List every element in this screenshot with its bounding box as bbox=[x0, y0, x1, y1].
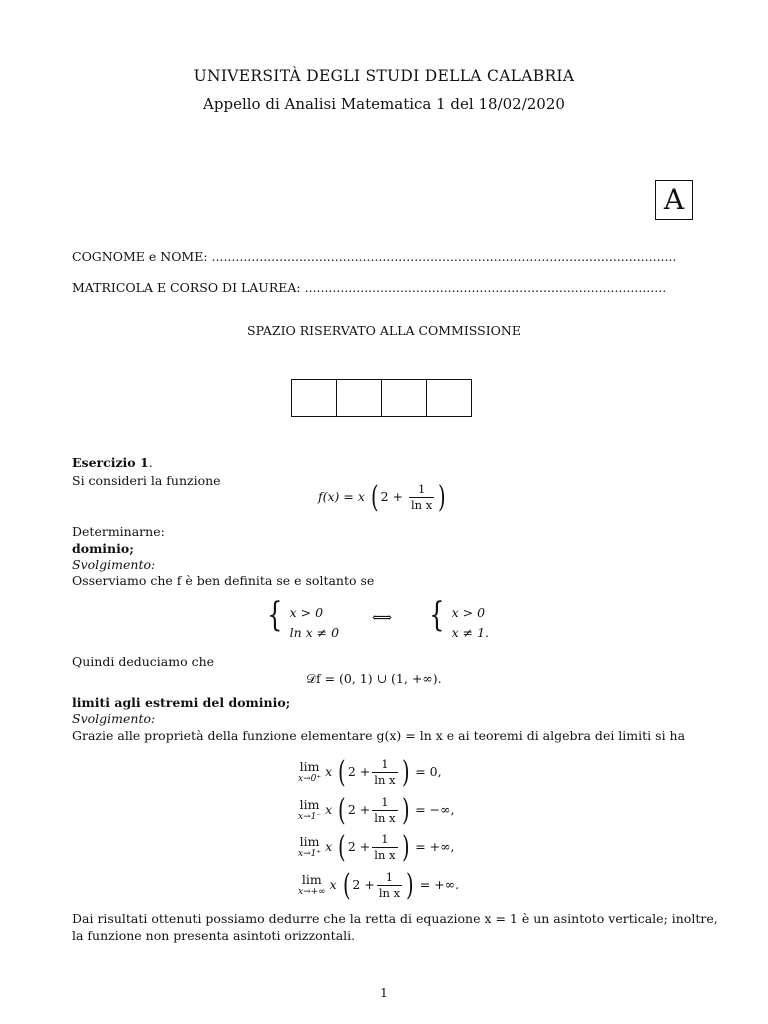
left-brace: { bbox=[267, 595, 283, 635]
paren-left: ( bbox=[342, 867, 351, 903]
fraction-denominator: ln x bbox=[411, 498, 433, 512]
limit-result: = 0, bbox=[415, 764, 442, 779]
function-fraction bbox=[409, 482, 434, 513]
score-box bbox=[382, 380, 427, 416]
limit-fraction bbox=[377, 870, 402, 901]
sys-left-1: x > 0 bbox=[289, 604, 324, 620]
limit-const: 2 + bbox=[347, 839, 371, 854]
limit-fraction bbox=[372, 832, 397, 863]
part1-text: Osserviamo che f è ben definita se e soltanto se bbox=[72, 573, 375, 588]
paren-right: ) bbox=[406, 867, 414, 903]
limit-subscript: x→0⁺ bbox=[298, 773, 322, 784]
function-const: 2 + bbox=[380, 489, 404, 504]
exercise-intro: Si consideri la funzione bbox=[72, 473, 221, 488]
conclusion-line-1: Dai risultati ottenuti possiamo dedurre che la retta di equazione x = 1 è un asintoto verticale; inoltre, bbox=[72, 911, 718, 926]
limit-result: = −∞, bbox=[415, 802, 455, 817]
limit-row bbox=[298, 792, 455, 828]
paren-left: ( bbox=[338, 829, 346, 865]
paren-left: ( bbox=[338, 792, 346, 828]
limit-subscript: x→1⁺ bbox=[298, 848, 322, 859]
limit-word: lim bbox=[299, 796, 320, 812]
limit-x: x bbox=[325, 802, 333, 817]
limit-row bbox=[298, 867, 460, 903]
name-field: COGNOME e NOME: ..................................................................................................................... bbox=[72, 249, 677, 264]
limit-word: lim bbox=[299, 758, 320, 774]
conclusion-line-2: la funzione non presenta asintoti orizzontali. bbox=[72, 928, 356, 943]
function-lhs: f(x) = x bbox=[318, 489, 365, 504]
domain-system-left bbox=[264, 595, 340, 643]
paren-right: ) bbox=[438, 479, 446, 515]
limit-fraction bbox=[372, 795, 397, 826]
fraction-denominator: ln x bbox=[374, 773, 396, 787]
limit-x: x bbox=[329, 877, 337, 892]
domain-result: 𝒟f = (0, 1) ∪ (1, +∞). bbox=[306, 671, 442, 686]
deduce-text: Quindi deduciamo che bbox=[72, 654, 215, 669]
exercise-title: Esercizio 1 bbox=[72, 455, 149, 470]
sys-left-2: ln x ≠ 0 bbox=[289, 624, 340, 640]
fraction-denominator: ln x bbox=[378, 886, 401, 900]
part1-title: dominio; bbox=[72, 541, 134, 556]
sys-right-1: x > 0 bbox=[451, 604, 486, 620]
score-box bbox=[292, 380, 337, 416]
iff-symbol: ⟺ bbox=[372, 610, 393, 626]
commission-label: SPAZIO RISERVATO ALLA COMMISSIONE bbox=[247, 323, 521, 338]
limit-const: 2 + bbox=[347, 764, 371, 779]
function-definition bbox=[318, 479, 448, 515]
fraction-denominator: ln x bbox=[374, 811, 396, 825]
limit-row bbox=[298, 829, 455, 865]
limit-result: = +∞. bbox=[419, 877, 460, 892]
solution-label-2: Svolgimento: bbox=[72, 711, 156, 726]
exercise-title-suffix: . bbox=[148, 455, 153, 470]
exercise-heading bbox=[72, 455, 153, 470]
domain-system-right bbox=[426, 595, 490, 643]
limit-subscript: x→+∞ bbox=[298, 886, 326, 897]
limit-word: lim bbox=[299, 833, 320, 849]
paren-left: ( bbox=[370, 479, 379, 515]
limit-operator bbox=[298, 758, 322, 785]
limit-operator bbox=[298, 796, 322, 823]
limit-operator bbox=[298, 871, 326, 898]
limit-subscript: x→1⁻ bbox=[298, 811, 322, 822]
paren-right: ) bbox=[401, 754, 410, 790]
fraction-numerator: 1 bbox=[385, 870, 394, 884]
limit-x: x bbox=[325, 839, 333, 854]
limit-const: 2 + bbox=[352, 877, 375, 892]
paren-left: ( bbox=[338, 754, 346, 790]
limit-fraction bbox=[372, 757, 397, 788]
university-name: UNIVERSITÀ DEGLI STUDI DELLA CALABRIA bbox=[193, 67, 575, 85]
exam-title: Appello di Analisi Matematica 1 del 18/02/2020 bbox=[203, 95, 565, 113]
score-box bbox=[337, 380, 382, 416]
fraction-numerator: 1 bbox=[381, 832, 389, 846]
system-left bbox=[290, 603, 339, 643]
part2-title: limiti agli estremi del dominio; bbox=[72, 695, 291, 710]
determine-text: Determinarne: bbox=[72, 524, 165, 539]
part2-text: Grazie alle proprietà della funzione elementare g(x) = ln x e ai teoremi di algebra dei limiti si ha bbox=[72, 728, 686, 743]
paren-right: ) bbox=[401, 792, 410, 828]
fraction-numerator: 1 bbox=[381, 757, 389, 771]
score-box bbox=[427, 380, 471, 416]
system-right bbox=[452, 603, 489, 643]
solution-label: Svolgimento: bbox=[72, 557, 156, 572]
limit-operator bbox=[298, 833, 322, 860]
fraction-numerator: 1 bbox=[417, 482, 426, 496]
limit-x: x bbox=[325, 764, 333, 779]
limit-word: lim bbox=[301, 871, 322, 887]
sys-right-2: x ≠ 1. bbox=[451, 624, 490, 640]
paren-right: ) bbox=[401, 829, 410, 865]
page-number: 1 bbox=[380, 986, 388, 1000]
commission-score-boxes bbox=[291, 379, 472, 417]
limit-row bbox=[298, 754, 442, 790]
limit-const: 2 + bbox=[347, 802, 371, 817]
left-brace: { bbox=[429, 595, 445, 635]
fraction-denominator: ln x bbox=[374, 848, 396, 862]
version-letter-box: A bbox=[655, 180, 693, 220]
limit-result: = +∞, bbox=[415, 839, 455, 854]
fraction-numerator: 1 bbox=[381, 795, 389, 809]
matricola-field: MATRICOLA E CORSO DI LAUREA: ........................................................................................... bbox=[72, 280, 667, 295]
